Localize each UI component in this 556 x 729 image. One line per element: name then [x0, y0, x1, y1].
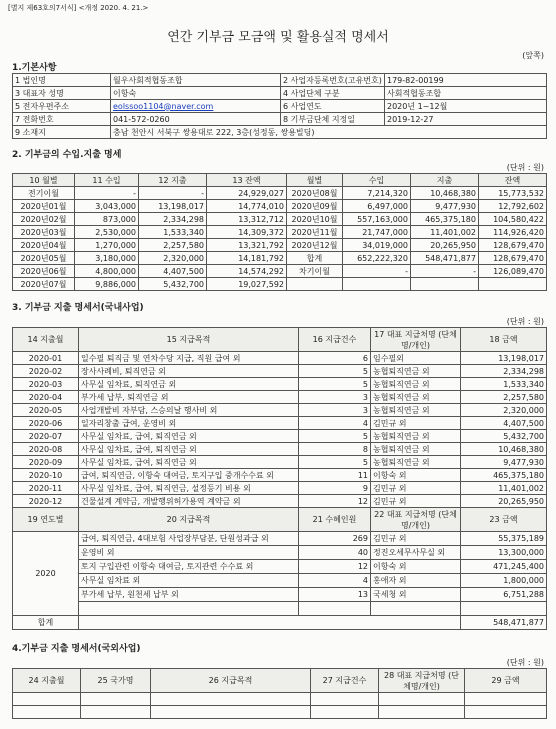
amount-cell: 2,257,580 [139, 239, 207, 252]
section-3-heading: 3. 기부금 지출 명세서(국내사업) [12, 303, 144, 313]
info-label: 3 대표자 성명 [13, 87, 111, 100]
expense-purpose: 일자리창출 급여, 운영비 외 [79, 417, 299, 430]
amount-cell: 15,773,532 [479, 187, 547, 200]
expense-month: 2020-07 [13, 430, 79, 443]
expense-amount: 4,407,500 [461, 417, 547, 430]
expense-count: 5 [299, 378, 371, 391]
empty-cell [343, 278, 411, 291]
address-label: 9 소재지 [13, 126, 111, 139]
month-label: 2020년06월 [13, 265, 75, 278]
expense-amount: 13,198,017 [461, 352, 547, 365]
expense-count: 11 [299, 469, 371, 482]
form-reference: [별지 제63호의7서식] <개정 2020. 4. 21.> [8, 4, 149, 12]
amount-cell: 21,747,000 [343, 226, 411, 239]
section-4-unit: (단위 : 원) [506, 658, 544, 667]
amount-cell: 2,530,000 [75, 226, 139, 239]
section-2-unit: (단위 : 원) [506, 163, 544, 172]
expense-purpose: 사무실 임차료, 급여, 퇴직연금, 설정등기 비용 외 [79, 482, 299, 495]
amount-cell: 3,180,000 [75, 252, 139, 265]
expense-purpose: 부가세 납부, 퇴직연금 외 [79, 391, 299, 404]
yearly-beneficiaries: 13 [299, 588, 371, 602]
amount-cell: 128,679,470 [479, 252, 547, 265]
empty-cell [151, 693, 311, 706]
expense-row [13, 456, 547, 469]
amount-cell: 7,214,320 [343, 187, 411, 200]
amount-cell: 652,222,320 [343, 252, 411, 265]
expense-count: 5 [299, 456, 371, 469]
info-value: 2020년 1~12월 [385, 100, 547, 113]
yearly-recipient: 이항숙 외 [371, 560, 461, 574]
expense-month: 2020-09 [13, 456, 79, 469]
expense-row [13, 404, 547, 417]
expense-purpose: 급여, 퇴직연금, 이항숙 대여금, 토지구입 중개수수료 외 [79, 469, 299, 482]
expense-recipient: 농협퇴직연금 외 [371, 430, 461, 443]
expense-month: 2020-03 [13, 378, 79, 391]
section-4-heading: 4.기부금 지출 명세서(국외사업) [12, 644, 141, 654]
amount-cell: - [75, 187, 139, 200]
month-label: 차기이월 [287, 265, 343, 278]
expense-count: 12 [299, 495, 371, 508]
column-header: 26 지급목적 [151, 669, 311, 693]
amount-cell: 24,929,027 [207, 187, 287, 200]
month-row [13, 239, 547, 252]
column-header: 27 지급건수 [311, 669, 379, 693]
info-row [13, 100, 547, 113]
year-cell: 2020 [13, 532, 79, 616]
yearly-blank-row [13, 602, 547, 616]
amount-cell: 14,181,792 [207, 252, 287, 265]
overseas-expense-table [12, 668, 547, 719]
amount-cell: 6,497,000 [343, 200, 411, 213]
column-header: 16 지급건수 [299, 328, 371, 352]
basic-info-table [12, 73, 547, 139]
amount-cell: 2,334,298 [139, 213, 207, 226]
amount-cell: 1,270,000 [75, 239, 139, 252]
expense-row [13, 469, 547, 482]
expense-purpose: 건물설계 계약금, 개발행위허가용역 계약금 외 [79, 495, 299, 508]
amount-cell: 14,309,372 [207, 226, 287, 239]
empty-cell [379, 693, 465, 706]
amount-cell: 10,468,380 [411, 187, 479, 200]
info-value: 2019-12-27 [385, 113, 547, 126]
empty-cell [479, 278, 547, 291]
yearly-purpose: 부가세 납부, 원천세 납부 외 [79, 588, 299, 602]
expense-purpose: 장사사례비, 퇴직연금 외 [79, 365, 299, 378]
amount-cell: 3,043,000 [75, 200, 139, 213]
expense-amount: 11,401,002 [461, 482, 547, 495]
month-label: 2020년10월 [287, 213, 343, 226]
empty-cell [299, 602, 371, 616]
expense-purpose: 사무실 임차료, 급여, 퇴직연금 외 [79, 443, 299, 456]
column-header: 22 대표 지급처명 (단체명/개인) [371, 508, 461, 532]
overseas-header-row [13, 669, 547, 693]
amount-cell: - [343, 265, 411, 278]
column-header: 12 지출 [139, 174, 207, 187]
amount-cell: 34,019,000 [343, 239, 411, 252]
expense-month: 2020-01 [13, 352, 79, 365]
expense-amount: 2,320,000 [461, 404, 547, 417]
yearly-amount: 13,300,000 [461, 546, 547, 560]
expense-count: 5 [299, 430, 371, 443]
expense-row [13, 443, 547, 456]
address-row [13, 126, 547, 139]
empty-cell [79, 616, 461, 630]
amount-cell: 13,321,792 [207, 239, 287, 252]
amount-cell: 14,774,010 [207, 200, 287, 213]
expense-count: 5 [299, 365, 371, 378]
empty-cell [311, 693, 379, 706]
column-header: 10 월별 [13, 174, 75, 187]
yearly-amount: 471,245,400 [461, 560, 547, 574]
expense-purpose: 사무실 임차료, 퇴직연금 외 [79, 378, 299, 391]
month-row [13, 200, 547, 213]
month-label: 2020년11월 [287, 226, 343, 239]
amount-cell: 19,027,592 [207, 278, 287, 291]
info-value: 179-82-00199 [385, 74, 547, 87]
month-label: 2020년08월 [287, 187, 343, 200]
email-value[interactable]: eolssoo1104@naver.com [111, 100, 281, 113]
expense-recipient: 임수필외 [371, 352, 461, 365]
expense-month: 2020-02 [13, 365, 79, 378]
column-header: 11 수입 [75, 174, 139, 187]
yearly-recipient: 정진오세무사무실 외 [371, 546, 461, 560]
amount-cell: 13,312,712 [207, 213, 287, 226]
expense-count: 3 [299, 391, 371, 404]
expense-amount: 20,265,950 [461, 495, 547, 508]
month-row [13, 187, 547, 200]
expense-month: 2020-06 [13, 417, 79, 430]
yearly-beneficiaries: 40 [299, 546, 371, 560]
amount-cell: - [411, 265, 479, 278]
column-header: 13 잔액 [207, 174, 287, 187]
column-header: 잔액 [479, 174, 547, 187]
income-header-row [13, 174, 547, 187]
amount-cell: 114,926,420 [479, 226, 547, 239]
expense-recipient: 농협퇴직연금 외 [371, 404, 461, 417]
info-row [13, 113, 547, 126]
empty-cell [371, 602, 461, 616]
amount-cell: 128,679,470 [479, 239, 547, 252]
yearly-row [13, 588, 547, 602]
yearly-purpose: 사무실 임차료 외 [79, 574, 299, 588]
empty-cell [465, 706, 547, 719]
expense-purpose: 일수필 퇴직금 및 연차수당 지급, 직원 급여 외 [79, 352, 299, 365]
expense-row [13, 378, 547, 391]
expense-month: 2020-08 [13, 443, 79, 456]
amount-cell: 14,574,292 [207, 265, 287, 278]
total-amount: 548,471,877 [461, 616, 547, 630]
expense-amount: 1,533,340 [461, 378, 547, 391]
expense-row [13, 417, 547, 430]
amount-cell: 4,407,500 [139, 265, 207, 278]
expense-purpose: 사무실 임차료, 급여, 퇴직연금 외 [79, 456, 299, 469]
expense-row [13, 352, 547, 365]
section-2-heading: 2. 기부금의 수입.지출 명세 [12, 150, 122, 160]
amount-cell: 557,163,000 [343, 213, 411, 226]
column-header: 28 대표 지급처명 (단체명/개인) [379, 669, 465, 693]
info-label: 6 사업연도 [281, 100, 385, 113]
column-header: 23 금액 [461, 508, 547, 532]
address-value: 충남 천안시 서북구 쌍용대로 222, 3층(성정동, 쌍용빌딩) [111, 126, 547, 139]
info-row [13, 74, 547, 87]
info-value: 월우사회적협동조합 [111, 74, 281, 87]
info-label: 2 사업자등록번호(고유번호) [281, 74, 385, 87]
yearly-amount: 55,375,189 [461, 532, 547, 546]
expense-row [13, 482, 547, 495]
amount-cell: 104,580,422 [479, 213, 547, 226]
expense-amount: 9,477,930 [461, 456, 547, 469]
info-label: 7 전화번호 [13, 113, 111, 126]
month-row [13, 265, 547, 278]
amount-cell: 9,477,930 [411, 200, 479, 213]
expense-month: 2020-04 [13, 391, 79, 404]
info-label: 5 전자우편주소 [13, 100, 111, 113]
month-label: 전기이월 [13, 187, 75, 200]
empty-cell [79, 602, 299, 616]
expense-month: 2020-10 [13, 469, 79, 482]
expense-row [13, 430, 547, 443]
expense-purpose: 사무실 임차료, 급여, 퇴직연금 외 [79, 430, 299, 443]
empty-cell [81, 706, 151, 719]
yearly-row [13, 574, 547, 588]
expense-amount: 2,334,298 [461, 365, 547, 378]
amount-cell: 548,471,877 [411, 252, 479, 265]
page-title: 연간 기부금 모금액 및 활용실적 명세서 [167, 30, 389, 45]
info-label: 8 기부금단체 지정일 [281, 113, 385, 126]
empty-cell [81, 693, 151, 706]
column-header: 29 금액 [465, 669, 547, 693]
expense-count: 9 [299, 482, 371, 495]
month-label: 2020년05월 [13, 252, 75, 265]
yearly-recipient: 국세청 외 [371, 588, 461, 602]
expense-row [13, 495, 547, 508]
yearly-beneficiaries: 4 [299, 574, 371, 588]
amount-cell: 13,198,017 [139, 200, 207, 213]
month-row [13, 213, 547, 226]
yearly-beneficiaries: 269 [299, 532, 371, 546]
month-row [13, 252, 547, 265]
empty-cell [287, 278, 343, 291]
section-3-unit: (단위 : 원) [506, 317, 544, 326]
expense-recipient: 김민규 외 [371, 417, 461, 430]
yearly-row [13, 546, 547, 560]
info-label: 4 사업단체 구분 [281, 87, 385, 100]
amount-cell: 20,265,950 [411, 239, 479, 252]
amount-cell: - [139, 187, 207, 200]
yearly-recipient: 김민규 외 [371, 532, 461, 546]
expense-recipient: 김민규 외 [371, 495, 461, 508]
column-header: 24 지출월 [13, 669, 81, 693]
yearly-amount: 1,800,000 [461, 574, 547, 588]
column-header: 월별 [287, 174, 343, 187]
info-value: 이항숙 [111, 87, 281, 100]
empty-cell [379, 706, 465, 719]
side-note: (앞쪽) [522, 51, 544, 60]
yearly-recipient: 홍애자 외 [371, 574, 461, 588]
column-header: 17 대표 지급처명 (단체명/개인) [371, 328, 461, 352]
yearly-row [13, 560, 547, 574]
expense-row [13, 391, 547, 404]
empty-cell [13, 706, 81, 719]
expense-recipient: 농협퇴직연금 외 [371, 365, 461, 378]
month-label: 2020년02월 [13, 213, 75, 226]
empty-cell [411, 278, 479, 291]
info-row [13, 87, 547, 100]
yearly-purpose: 급여, 퇴직연금, 4대보험 사업장부담분, 단원성과급 외 [79, 532, 299, 546]
month-row [13, 226, 547, 239]
yearly-beneficiaries: 12 [299, 560, 371, 574]
expense-purpose: 사업개발비 자부담, 스승의날 행사비 외 [79, 404, 299, 417]
column-header: 14 지출월 [13, 328, 79, 352]
month-label: 2020년03월 [13, 226, 75, 239]
yearly-purpose: 토지 구입관련 이항숙 대여금, 토지관련 수수료 외 [79, 560, 299, 574]
info-label: 1 법인명 [13, 74, 111, 87]
domestic-header-row [13, 328, 547, 352]
expense-month: 2020-12 [13, 495, 79, 508]
month-label: 2020년12월 [287, 239, 343, 252]
column-header: 25 국가명 [81, 669, 151, 693]
income-expense-table [12, 173, 547, 291]
expense-recipient: 농협퇴직연금 외 [371, 378, 461, 391]
amount-cell: 873,000 [75, 213, 139, 226]
column-header: 20 지급목적 [79, 508, 299, 532]
empty-cell [151, 706, 311, 719]
amount-cell: 11,401,002 [411, 226, 479, 239]
info-value: 사회적협동조합 [385, 87, 547, 100]
expense-recipient: 이항숙 외 [371, 469, 461, 482]
total-label: 합계 [13, 616, 79, 630]
expense-recipient: 농협퇴직연금 외 [371, 456, 461, 469]
info-value: 041-572-0260 [111, 113, 281, 126]
expense-amount: 5,432,700 [461, 430, 547, 443]
month-row [13, 278, 547, 291]
yearly-purpose: 운영비 외 [79, 546, 299, 560]
amount-cell: 4,800,000 [75, 265, 139, 278]
empty-cell [13, 693, 81, 706]
section-1-heading: 1.기본사항 [12, 63, 57, 73]
total-row [13, 616, 547, 630]
expense-count: 4 [299, 417, 371, 430]
month-label: 2020년04월 [13, 239, 75, 252]
overseas-empty-row [13, 693, 547, 706]
column-header: 19 연도별 [13, 508, 79, 532]
expense-month: 2020-05 [13, 404, 79, 417]
expense-amount: 10,468,380 [461, 443, 547, 456]
amount-cell: 465,375,180 [411, 213, 479, 226]
empty-cell [461, 602, 547, 616]
amount-cell: 9,886,000 [75, 278, 139, 291]
month-label: 2020년01월 [13, 200, 75, 213]
amount-cell: 1,533,340 [139, 226, 207, 239]
expense-count: 3 [299, 404, 371, 417]
amount-cell: 126,089,470 [479, 265, 547, 278]
overseas-empty-row [13, 706, 547, 719]
expense-amount: 465,375,180 [461, 469, 547, 482]
month-label: 2020년09월 [287, 200, 343, 213]
column-header: 18 금액 [461, 328, 547, 352]
amount-cell: 12,792,602 [479, 200, 547, 213]
yearly-header-row [13, 508, 547, 532]
expense-amount: 2,257,580 [461, 391, 547, 404]
expense-row [13, 365, 547, 378]
yearly-amount: 6,751,288 [461, 588, 547, 602]
yearly-row [13, 532, 547, 546]
column-header: 수입 [343, 174, 411, 187]
expense-month: 2020-11 [13, 482, 79, 495]
month-label: 2020년07월 [13, 278, 75, 291]
expense-recipient: 농협퇴직연금 외 [371, 443, 461, 456]
expense-recipient: 농협퇴직연금 외 [371, 391, 461, 404]
amount-cell: 2,320,000 [139, 252, 207, 265]
column-header: 15 지급목적 [79, 328, 299, 352]
empty-cell [465, 693, 547, 706]
domestic-expense-table [12, 327, 547, 630]
expense-recipient: 김민규 외 [371, 482, 461, 495]
expense-count: 8 [299, 443, 371, 456]
column-header: 지출 [411, 174, 479, 187]
expense-count: 6 [299, 352, 371, 365]
month-label: 합계 [287, 252, 343, 265]
amount-cell: 5,432,700 [139, 278, 207, 291]
column-header: 21 수혜인원 [299, 508, 371, 532]
empty-cell [311, 706, 379, 719]
